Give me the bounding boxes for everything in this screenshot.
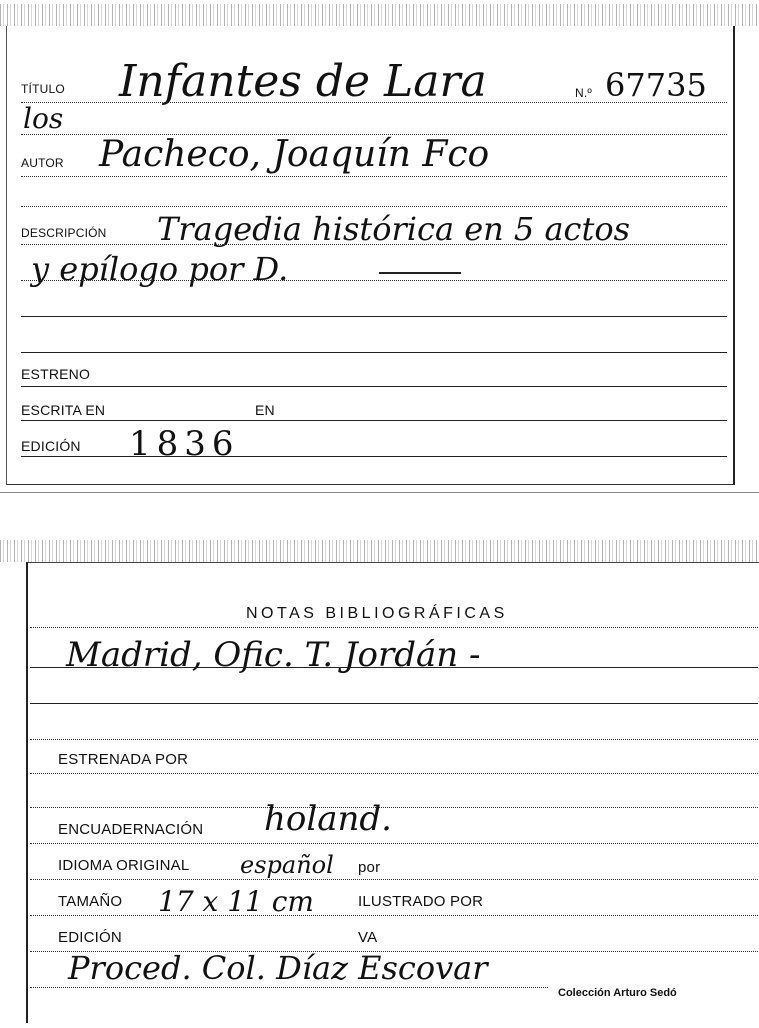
blank-line-4 xyxy=(30,807,758,808)
titulo-prefix: los xyxy=(23,102,64,135)
escrita-line xyxy=(21,420,727,421)
escrita-en-label: ESCRITA EN xyxy=(21,402,106,418)
notas-line-1 xyxy=(30,667,758,668)
descripcion-line-2 xyxy=(21,280,727,281)
notas-line-3 xyxy=(30,739,758,740)
notas-value: Madrid, Ofic. T. Jordán - xyxy=(66,635,481,675)
heading-line xyxy=(30,627,758,628)
por-label: por xyxy=(358,859,381,876)
autor-line xyxy=(21,176,727,177)
estrenada-label: ESTRENADA POR xyxy=(58,751,189,768)
notas-line-2 xyxy=(30,703,758,704)
autor-value: Pacheco, Joaquín Fco xyxy=(99,134,490,175)
titulo-line xyxy=(21,102,727,103)
edicion-line xyxy=(21,456,727,457)
idioma-value: español xyxy=(240,851,334,879)
numero-label: N.º xyxy=(575,86,592,100)
proced-line xyxy=(30,987,548,988)
edicion-label: EDICIÓN xyxy=(21,438,81,454)
tamano-line xyxy=(30,915,758,916)
top-scan-edge xyxy=(0,4,759,26)
encuadernacion-value: holand. xyxy=(264,799,392,839)
blank-line-2 xyxy=(21,316,727,317)
middle-scan-edge xyxy=(0,540,759,562)
tamano-value: 17 x 11 cm xyxy=(158,885,314,918)
estreno-label: ESTRENO xyxy=(21,366,91,382)
encuadernacion-line xyxy=(30,843,758,844)
titulo-label: TÍTULO xyxy=(21,82,65,96)
autor-label: AUTOR xyxy=(21,156,64,170)
card-divider xyxy=(0,492,759,493)
proced-value: Proced. Col. Díaz Escovar xyxy=(68,949,488,987)
idioma-line xyxy=(30,879,758,880)
en-label: EN xyxy=(255,402,275,418)
titulo-value: Infantes de Lara xyxy=(119,56,487,107)
descripcion-line2: y epílogo por D. xyxy=(31,250,289,288)
tamano-label: TAMAÑO xyxy=(58,893,123,910)
descripcion-line1: Tragedia histórica en 5 actos xyxy=(157,210,630,248)
catalog-card-front xyxy=(6,26,735,485)
descripcion-line xyxy=(21,244,727,245)
idioma-label: IDIOMA ORIGINAL xyxy=(58,857,190,874)
notas-heading: NOTAS BIBLIOGRÁFICAS xyxy=(246,605,508,622)
blank-line-1 xyxy=(21,206,727,207)
blank-line-3 xyxy=(21,352,727,353)
collection-credit: Colección Arturo Sedó xyxy=(558,987,677,999)
estreno-line xyxy=(21,386,727,387)
numero-value: 67735 xyxy=(605,66,707,104)
edicion-value: 1836 xyxy=(129,424,240,464)
va-label: VA xyxy=(358,929,378,946)
ilustrado-label: ILUSTRADO POR xyxy=(358,893,484,910)
catalog-card-back xyxy=(26,562,759,1023)
edicion-back-label: EDICIÓN xyxy=(58,929,122,946)
descripcion-label: DESCRIPCIÓN xyxy=(21,226,107,240)
estrenada-line xyxy=(30,773,758,774)
encuadernacion-label: ENCUADERNACIÓN xyxy=(58,821,204,838)
descripcion-dash xyxy=(379,272,461,274)
